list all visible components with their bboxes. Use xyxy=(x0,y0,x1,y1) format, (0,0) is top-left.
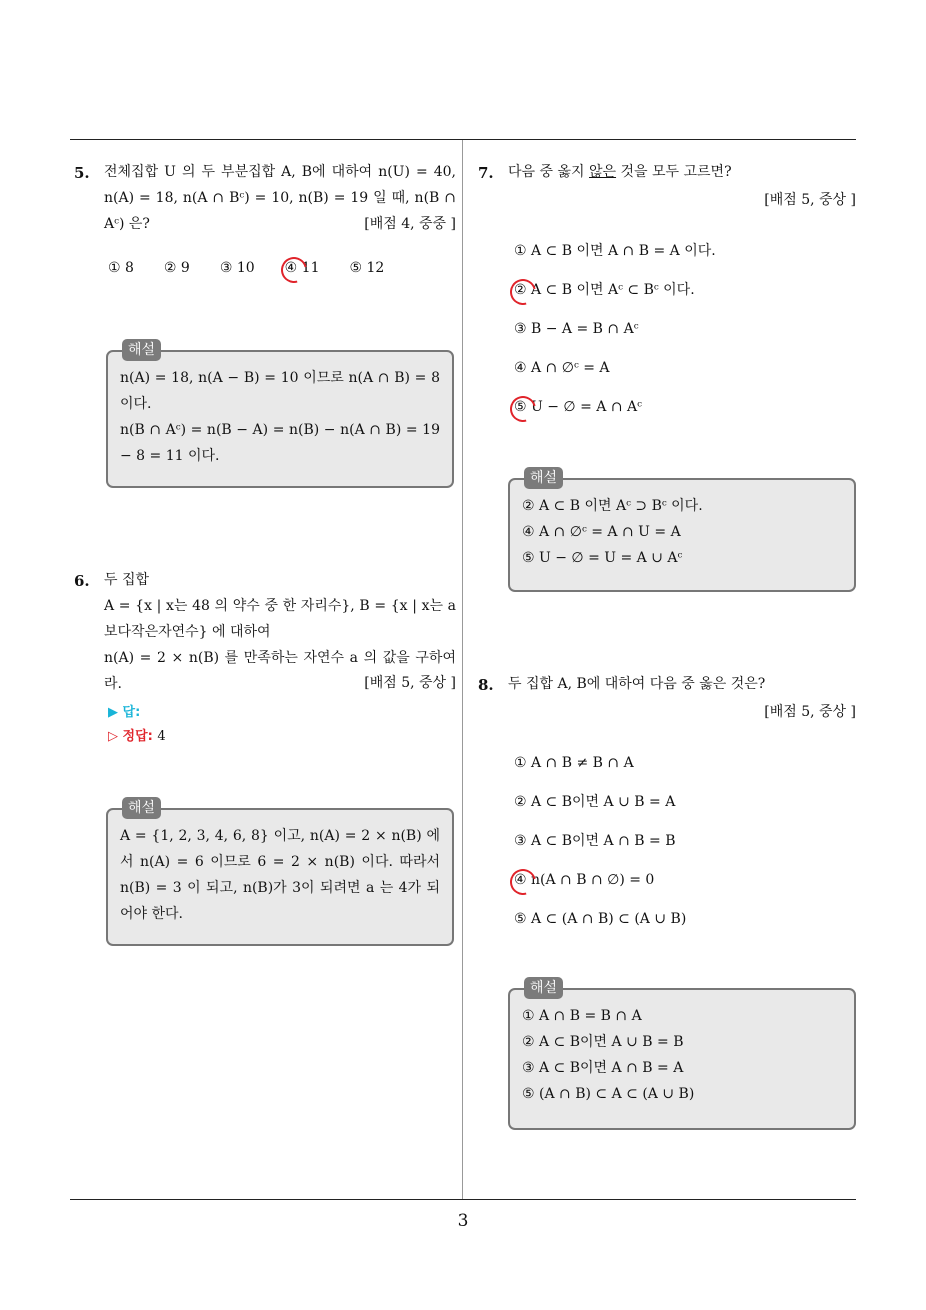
solution-box-7 xyxy=(508,470,856,592)
choice-1[interactable]: ① 8 xyxy=(108,259,134,276)
bottom-rule xyxy=(70,1199,856,1200)
choice-5[interactable]: ⑤ 12 xyxy=(349,259,385,276)
question-number: 6. xyxy=(74,572,90,590)
solution-line: ③ A ⊂ B이면 A ∩ B = A xyxy=(522,1059,684,1076)
solution-box-8 xyxy=(508,980,856,1130)
answer-field[interactable] xyxy=(108,701,456,725)
correct-value: 4 xyxy=(157,729,166,745)
solution-line: ⑤ U − ∅ = U = A ∪ Aᶜ xyxy=(522,549,683,566)
left-column xyxy=(74,160,456,960)
choice-label: ④ n(A ∩ B ∩ ∅) = 0 xyxy=(514,871,655,888)
answer-mark-icon xyxy=(505,274,541,310)
choice-3[interactable]: ③ B − A = B ∩ Aᶜ xyxy=(514,320,639,337)
choices xyxy=(514,744,856,939)
column-divider xyxy=(462,140,463,1200)
solution-line: ② A ⊂ B 이면 Aᶜ ⊃ Bᶜ 이다. xyxy=(522,498,703,514)
question-text: 전체집합 U 의 두 부분집합 A, B에 대하여 n(U) = 40, n(A) = 18, n(A ∩ Bᶜ) = 10, n(B) = 19 일 때, n(B ∩ Aᶜ) 은? xyxy=(104,164,456,232)
solution-tag: 해설 xyxy=(524,467,563,489)
choice-4[interactable] xyxy=(514,861,856,900)
choice-4[interactable] xyxy=(285,256,320,282)
correct-answer xyxy=(108,725,456,749)
choice-label: ⑤ U − ∅ = A ∩ Aᶜ xyxy=(514,398,642,415)
underlined-word: 않은 xyxy=(588,164,617,180)
solution-line: ⑤ (A ∩ B) ⊂ A ⊂ (A ∪ B) xyxy=(522,1085,695,1102)
question-number: 5. xyxy=(74,164,90,182)
choice-5[interactable] xyxy=(514,388,856,427)
choice-label: ② A ⊂ B 이면 Aᶜ ⊂ Bᶜ 이다. xyxy=(514,281,695,298)
solution-line: ④ A ∩ ∅ᶜ = A ∩ U = A xyxy=(522,523,681,540)
choice-label: ④ 11 xyxy=(284,259,320,276)
right-column xyxy=(478,160,856,1140)
question-text-part: 다음 중 옳지 xyxy=(508,164,589,180)
solution-line: ② A ⊂ B이면 A ∪ B = B xyxy=(522,1033,684,1050)
question-6 xyxy=(74,568,456,749)
solution-line: n(A) = 18, n(A − B) = 10 이므로 n(A ∩ B) = 8 이다. xyxy=(120,370,440,412)
choice-3[interactable]: ③ A ⊂ B이면 A ∩ B = B xyxy=(514,832,676,849)
answer-mark-icon xyxy=(505,864,541,900)
choice-5[interactable]: ⑤ A ⊂ (A ∩ B) ⊂ (A ∪ B) xyxy=(514,910,687,927)
choices xyxy=(514,232,856,427)
question-5 xyxy=(74,160,456,281)
solution-tag: 해설 xyxy=(524,977,563,999)
choice-3[interactable]: ③ 10 xyxy=(219,259,255,276)
choice-1[interactable]: ① A ⊂ B 이면 A ∩ B = A 이다. xyxy=(514,242,716,259)
choice-2[interactable]: ② A ⊂ B이면 A ∪ B = A xyxy=(514,793,676,810)
solution-tag: 해설 xyxy=(122,339,161,361)
solution-line: n(B ∩ Aᶜ) = n(B − A) = n(B) − n(A ∩ B) = 19 − 8 = 11 이다. xyxy=(120,421,440,464)
correct-label: ▷ 정답: xyxy=(108,729,153,745)
question-8 xyxy=(478,672,856,939)
solution-line: ① A ∩ B = B ∩ A xyxy=(522,1008,642,1024)
question-text: 두 집합 A, B에 대하여 다음 중 옳은 것은? xyxy=(508,676,766,692)
question-text: 두 집합 xyxy=(104,572,150,588)
question-meta: [배점 4, 중중 ] xyxy=(364,215,456,232)
question-text: n(A) = 2 × n(B) 를 만족하는 자연수 a 의 값을 구하여라. xyxy=(104,649,456,692)
answer-mark-icon xyxy=(505,391,541,427)
solution-box-6 xyxy=(106,800,454,946)
solution-text: A = {1, 2, 3, 4, 6, 8} 이고, n(A) = 2 × n(B) 에서 n(A) = 6 이므로 6 = 2 × n(B) 이다. 따라서 n(B) = 3 이 되고, n(B)가 3이 되려면 a 는 4가 되어야 한다. xyxy=(120,828,440,922)
question-text-part: 것을 모두 고르면? xyxy=(616,164,732,180)
question-7 xyxy=(478,160,856,427)
question-number: 7. xyxy=(478,164,494,182)
question-meta: [배점 5, 중상 ] xyxy=(764,703,856,720)
page-number: 3 xyxy=(457,1211,469,1231)
choices xyxy=(108,256,456,282)
question-meta: [배점 5, 중상 ] xyxy=(764,191,856,208)
solution-tag: 해설 xyxy=(122,797,161,819)
answer-label: ▶ 답: xyxy=(108,705,141,721)
question-meta: [배점 5, 중상 ] xyxy=(364,675,456,692)
question-text xyxy=(508,160,856,188)
solution-box-5 xyxy=(106,342,454,488)
question-number: 8. xyxy=(478,676,494,694)
question-text: A = {x | x는 48 의 약수 중 한 자리수}, B = {x | x는 a 보다작은자연수} 에 대하여 xyxy=(104,597,456,640)
top-rule xyxy=(70,139,856,140)
choice-2[interactable]: ② 9 xyxy=(163,259,190,276)
choice-4[interactable]: ④ A ∩ ∅ᶜ = A xyxy=(514,359,610,376)
choice-1[interactable]: ① A ∩ B ≠ B ∩ A xyxy=(514,754,634,771)
choice-2[interactable] xyxy=(514,271,856,310)
answer-mark-icon xyxy=(276,252,312,288)
